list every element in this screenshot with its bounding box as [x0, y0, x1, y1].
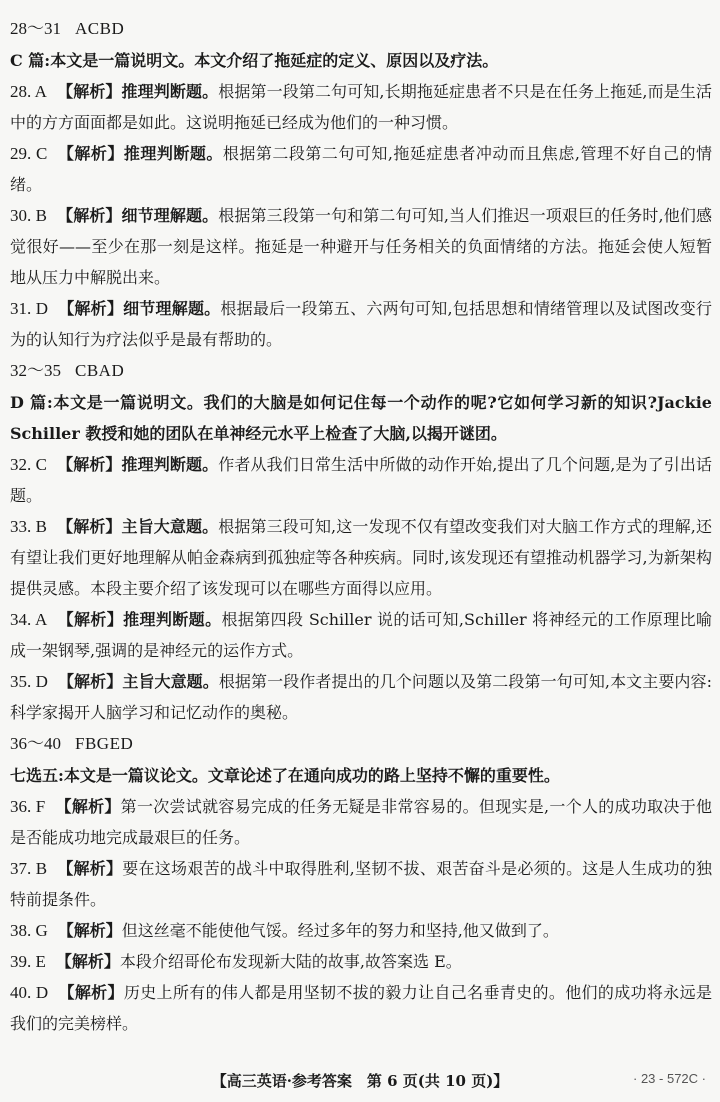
- analysis-text: 作者从我们日常生活中所做的动作开始,提出了几个问题,是为了引出话题。: [10, 455, 712, 505]
- analysis-text: 根据第四段 Schiller 说的话可知,Schiller 将神经元的工作原理比喻成一架钢琴,强调的是神经元的运作方式。: [10, 610, 712, 660]
- analysis-text: 根据第一段第二句可知,长期拖延症患者不只是在任务上拖延,而是生活中的方方面面都是如此。这说明拖延已经成为他们的一种习惯。: [10, 82, 712, 132]
- analysis-text: 根据第二段第二句可知,拖延症患者冲动而且焦虑,管理不好自己的情绪。: [10, 144, 712, 194]
- answer-range: [10, 355, 712, 387]
- answer-item: [10, 200, 712, 293]
- question-type: 细节理解题。: [123, 299, 221, 318]
- section-summary: 七选五:本文是一篇议论文。文章论述了在通向成功的路上坚持不懈的重要性。: [10, 766, 560, 785]
- range-answers: ACBD: [75, 19, 125, 38]
- answer-item: [10, 977, 712, 1039]
- item-number: 38. G: [10, 921, 48, 940]
- analysis-tag: 【解析】: [57, 859, 123, 878]
- answer-item: [10, 449, 712, 511]
- item-number: 35. D: [10, 672, 48, 691]
- item-number: 28. A: [10, 82, 47, 101]
- range-label: 36～40: [10, 734, 61, 753]
- item-number: 39. E: [10, 952, 46, 971]
- range-answers: CBAD: [75, 361, 125, 380]
- answer-item: [10, 76, 712, 138]
- analysis-text: 历史上所有的伟人都是用坚韧不拔的毅力让自己名垂青史的。他们的成功将永远是我们的完美榜样。: [10, 983, 712, 1033]
- page-footer: 【高三英语·参考答案 第 6 页(共 10 页)】: [211, 1072, 509, 1090]
- question-type: 推理判断题。: [121, 455, 219, 474]
- item-number: 34. A: [10, 610, 48, 629]
- range-answers: FBGED: [75, 734, 134, 753]
- analysis-text: 根据第一段作者提出的几个问题以及第二段第一句可知,本文主要内容:科学家揭开人脑学习和记忆动作的奥秘。: [10, 672, 712, 722]
- item-number: 33. B: [10, 517, 47, 536]
- item-number: 31. D: [10, 299, 48, 318]
- section-summary: D 篇:本文是一篇说明文。我们的大脑是如何记住每一个动作的呢?它如何学习新的知识?Jackie Schiller 教授和她的团队在单神经元水平上检查了大脑,以揭开谜团。: [10, 393, 712, 443]
- question-type: 推理判断题。: [123, 144, 223, 163]
- range-label: 32～35: [10, 361, 61, 380]
- item-number: 29. C: [10, 144, 48, 163]
- answer-item: [10, 666, 712, 728]
- analysis-tag: 【解析】: [55, 797, 121, 816]
- analysis-tag: 【解析】: [56, 82, 122, 101]
- analysis-text: 要在这场艰苦的战斗中取得胜利,坚韧不拔、艰苦奋斗是必须的。这是人生成功的独特前提条件。: [10, 859, 712, 909]
- analysis-text: 根据最后一段第五、六两句可知,包括思想和情绪管理以及试图改变行为的认知行为疗法似乎是最有帮助的。: [10, 299, 712, 349]
- answer-item: [10, 946, 712, 977]
- analysis-text: 根据第三段可知,这一发现不仅有望改变我们对大脑工作方式的理解,还有望让我们更好地理解从帕金森病到孤独症等各种疾病。同时,该发现还有望推动机器学习,为新架构提供灵感。本段主要介绍了该发现可以在哪些方面得以应用。: [10, 517, 712, 598]
- analysis-tag: 【解析】: [58, 299, 124, 318]
- range-label: 28～31: [10, 19, 61, 38]
- analysis-text: 本段介绍哥伦布发现新大陆的故事,故答案选 E。: [119, 952, 462, 971]
- analysis-tag: 【解析】: [56, 455, 122, 474]
- answer-range: [10, 13, 712, 45]
- analysis-tag: 【解析】: [57, 672, 123, 691]
- analysis-tag: 【解析】: [57, 921, 122, 940]
- item-number: 40. D: [10, 983, 49, 1002]
- question-type: 主旨大意题。: [122, 672, 219, 691]
- analysis-tag: 【解析】: [57, 144, 124, 163]
- question-type: 细节理解题。: [121, 206, 219, 225]
- item-number: 37. B: [10, 859, 48, 878]
- answer-range: [10, 728, 712, 760]
- analysis-tag: 【解析】: [58, 983, 124, 1002]
- answer-item: [10, 915, 712, 946]
- analysis-tag: 【解析】: [56, 206, 122, 225]
- analysis-text: 但这丝毫不能使他气馁。经过多年的努力和坚持,他又做到了。: [121, 921, 559, 940]
- exam-code: · 23 - 572C ·: [633, 1071, 706, 1086]
- answer-item: [10, 853, 712, 915]
- answer-item: [10, 293, 712, 355]
- answer-item: [10, 511, 712, 604]
- item-number: 30. B: [10, 206, 47, 225]
- item-number: 32. C: [10, 455, 47, 474]
- analysis-tag: 【解析】: [55, 952, 120, 971]
- analysis-text: 根据第三段第一句和第二句可知,当人们推迟一项艰巨的任务时,他们感觉很好——至少在那一刻是这样。拖延是一种避开与任务相关的负面情绪的方法。拖延会使人短暂地从压力中解脱出来。: [10, 206, 712, 287]
- answer-item: [10, 138, 712, 200]
- analysis-tag: 【解析】: [57, 610, 124, 629]
- analysis-text: 第一次尝试就容易完成的任务无疑是非常容易的。但现实是,一个人的成功取决于他是否能成功地完成最艰巨的任务。: [10, 797, 712, 847]
- question-type: 推理判断题。: [121, 82, 219, 101]
- answer-key-content: [10, 13, 712, 1039]
- answer-item: [10, 604, 712, 666]
- item-number: 36. F: [10, 797, 46, 816]
- section-summary: C 篇:本文是一篇说明文。本文介绍了拖延症的定义、原因以及疗法。: [10, 51, 499, 70]
- answer-item: [10, 791, 712, 853]
- analysis-tag: 【解析】: [56, 517, 122, 536]
- question-type: 主旨大意题。: [121, 517, 219, 536]
- question-type: 推理判断题。: [123, 610, 222, 629]
